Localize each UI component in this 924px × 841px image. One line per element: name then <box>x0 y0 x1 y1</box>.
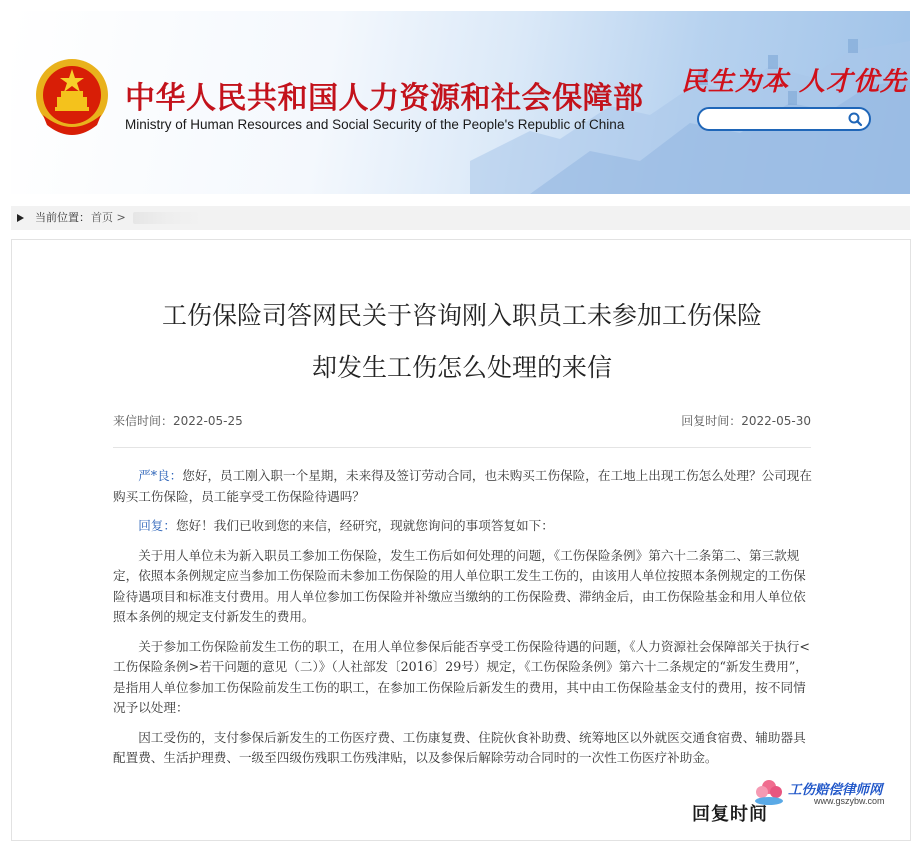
site-header-banner <box>11 11 910 194</box>
question-text: 您好，员工刚入职一个星期，未来得及签订劳动合同，也未购买工伤保险，在工地上出现工伤怎么处理？公司现在购买工伤保险，员工能享受工伤保险待遇吗？ <box>113 468 812 504</box>
search-box[interactable] <box>697 107 871 131</box>
article-title-line-2: 却发生工伤怎么处理的来信 <box>311 353 612 382</box>
reply-time-label: 回复时间： <box>681 414 742 428</box>
received-time-label: 来信时间： <box>113 414 174 428</box>
watermark <box>692 772 924 825</box>
ministry-title-chinese: 中华人民共和国人力资源和社会保障部 <box>125 81 644 116</box>
breadcrumb-label: 当前位置： <box>35 211 90 224</box>
reply-paragraph-2: 关于参加工伤保险前发生工伤的职工，在用人单位参保后能否享受工伤保险待遇的问题，《人力资源社会保障部关于执行<工伤保险条例>若干问题的意见（二）》（人社部发〔2016〕29号）规定，《工伤保险条例》第六十二条规定的“新发生费用”，是指用人单位参加工伤保险前发生工伤的职工，在参加工伤保险后新发生的费用，其中由工伤保险基金支付的费用，按不同情况予以处理： <box>113 638 810 715</box>
reply-label: 回复： <box>138 518 176 533</box>
reply-paragraph-3: 因工受伤的，支付参保后新发生的工伤医疗费、工伤康复费、住院伙食补助费、统筹地区以外就医交通食宿费、辅助器具配置费、生活护理费、一级至四级伤残职工伤残津贴，以及参保后解除劳动合同时的一次性工伤医疗补助金。 <box>113 729 806 765</box>
question-author: 严*良： <box>138 468 183 483</box>
slogan-text: 民生为本 人才优先 <box>681 67 908 97</box>
reply-intro-paragraph <box>113 516 812 537</box>
reply-time <box>681 412 811 429</box>
breadcrumb-blurred-item <box>133 212 203 224</box>
divider <box>113 447 811 448</box>
article-title-line-1: 工伤保险司答网民关于咨询刚入职员工未参加工伤保险 <box>161 301 762 330</box>
watermark-url: www.gszybw.com <box>814 796 885 806</box>
question-paragraph <box>113 466 812 507</box>
reply-intro-text: 您好！我们已收到您的来信，经研究，现就您询问的事项答复如下： <box>175 518 554 533</box>
breadcrumb <box>11 206 910 230</box>
received-time <box>113 412 243 429</box>
watermark-flower-icon <box>752 776 786 806</box>
search-icon[interactable] <box>847 111 863 127</box>
received-time-value: 2022-05-25 <box>173 414 243 428</box>
national-emblem-logo <box>33 55 111 139</box>
play-arrow-icon <box>17 214 24 222</box>
article-content <box>113 466 812 778</box>
watermark-brand: 工伤赔偿律师网 <box>788 782 883 798</box>
breadcrumb-home-link[interactable]: 首页 > <box>91 211 126 224</box>
reply-paragraph-1: 关于用人单位未为新入职员工参加工伤保险，发生工伤后如何处理的问题，《工伤保险条例》第六十二条第二、第三款规定，依照本条例规定应当参加工伤保险而未参加工伤保险的用人单位职工发生工伤的，由该用人单位按照本条例规定的工伤保险待遇项目和标准支付费用。用人单位参加工伤保险并补缴应当缴纳的工伤保险费、滞纳金后，由工伤保险基金和用人单位依照本条例的规定支付新发生的费用。 <box>113 547 806 624</box>
watermark-overlap-text: 回复时间 <box>692 804 768 825</box>
search-input[interactable] <box>709 111 843 129</box>
ministry-title-english: Ministry of Human Resources and Social Security of the People's Republic of China <box>125 117 625 132</box>
reply-time-value: 2022-05-30 <box>741 414 811 428</box>
